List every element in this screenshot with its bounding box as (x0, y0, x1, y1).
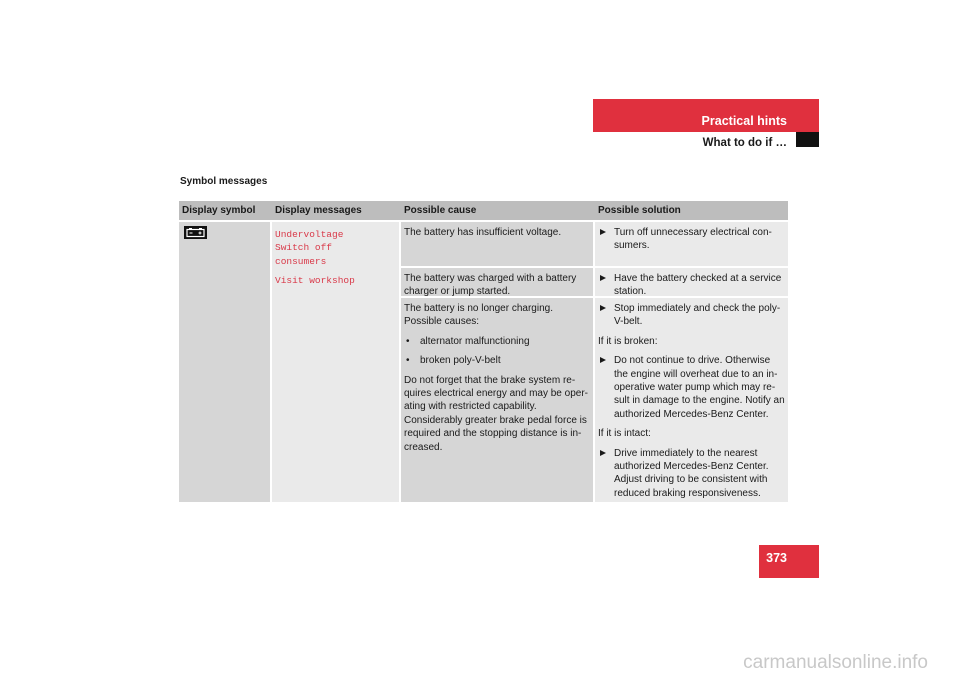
section-title: Symbol messages (180, 176, 268, 187)
header-band (593, 99, 819, 132)
message-line: Visit workshop (275, 275, 355, 286)
solution-step (598, 272, 785, 299)
cause-text: The battery has insufficient voltage. (404, 227, 562, 238)
cause-text: The battery was charged with a battery charger or jump started. (404, 273, 577, 298)
solution-condition-label: If it is broken: (598, 335, 658, 347)
symbol-messages-table (179, 201, 788, 502)
watermark: carmanualsonline.info (743, 652, 928, 673)
column-header-possible-cause: Possible cause (404, 205, 477, 216)
table-header-row (179, 201, 788, 220)
page-number-box (759, 545, 819, 578)
table-row-2-message (272, 268, 399, 296)
header-marker (796, 132, 819, 147)
arrow-icon (600, 275, 606, 281)
message-line: consumers (275, 255, 327, 267)
cause-bullet (404, 335, 590, 348)
cause-bullet-text: alternator malfunctioning (420, 335, 530, 347)
solution-step (598, 447, 785, 501)
message-line: Undervoltage (275, 229, 344, 240)
table-row-2-cause (401, 268, 593, 296)
table-row-1-cause (401, 222, 593, 266)
solution-step-text: Turn off unnecessary electrical con-sumers. (614, 227, 772, 252)
column-header-possible-solution: Possible solution (598, 205, 681, 216)
header-title: Practical hints (701, 114, 787, 128)
solution-step-text: Have the battery checked at a service station. (614, 273, 782, 298)
battery-icon (184, 226, 207, 239)
table-row-2-solution (595, 268, 788, 296)
page-number: 373 (766, 551, 787, 565)
solution-step-text: Drive immediately to the nearest authorized Mercedes-Benz Center. Adjust driving to be consistent with reduced braking responsiveness. (614, 447, 769, 499)
arrow-icon (600, 305, 606, 311)
arrow-icon (600, 450, 606, 456)
display-symbol-column (179, 222, 270, 502)
table-row-3-solution (595, 298, 788, 502)
arrow-icon (600, 357, 606, 363)
solution-step (598, 226, 785, 253)
cause-bullet (404, 354, 590, 367)
cause-intro: The battery is no longer charging. Possible causes: (404, 303, 553, 328)
column-header-display-messages: Display messages (275, 205, 362, 216)
table-row-3-cause (401, 298, 593, 502)
solution-step-text: Stop immediately and check the poly-V-belt. (614, 303, 781, 328)
bullet-icon: • (406, 335, 410, 347)
cause-bullet-text: broken poly-V-belt (420, 355, 501, 367)
table-row-1-solution (595, 222, 788, 266)
solution-step (598, 302, 785, 329)
header-subtitle (703, 133, 787, 153)
arrow-icon (600, 229, 606, 235)
message-line: Switch off (275, 242, 333, 254)
header-subtitle-text: What to do if … (702, 137, 787, 149)
table-row-1-message (272, 222, 399, 266)
cause-note: Do not forget that the brake system re-quires electrical energy and may be oper-ating with restricted capability. Considerably greater brake pedal force is required and the stopping distance is in-creased. (404, 374, 588, 453)
column-header-display-symbol: Display symbol (182, 205, 256, 216)
solution-condition-label: If it is intact: (598, 428, 651, 440)
solution-step (598, 354, 785, 421)
solution-step-text: Do not continue to drive. Otherwise the engine will overheat due to an in-operative water pump which may re-sult in damage to the engine. Notify an authorized Mercedes-Benz Center. (614, 355, 785, 420)
bullet-icon: • (406, 355, 410, 367)
